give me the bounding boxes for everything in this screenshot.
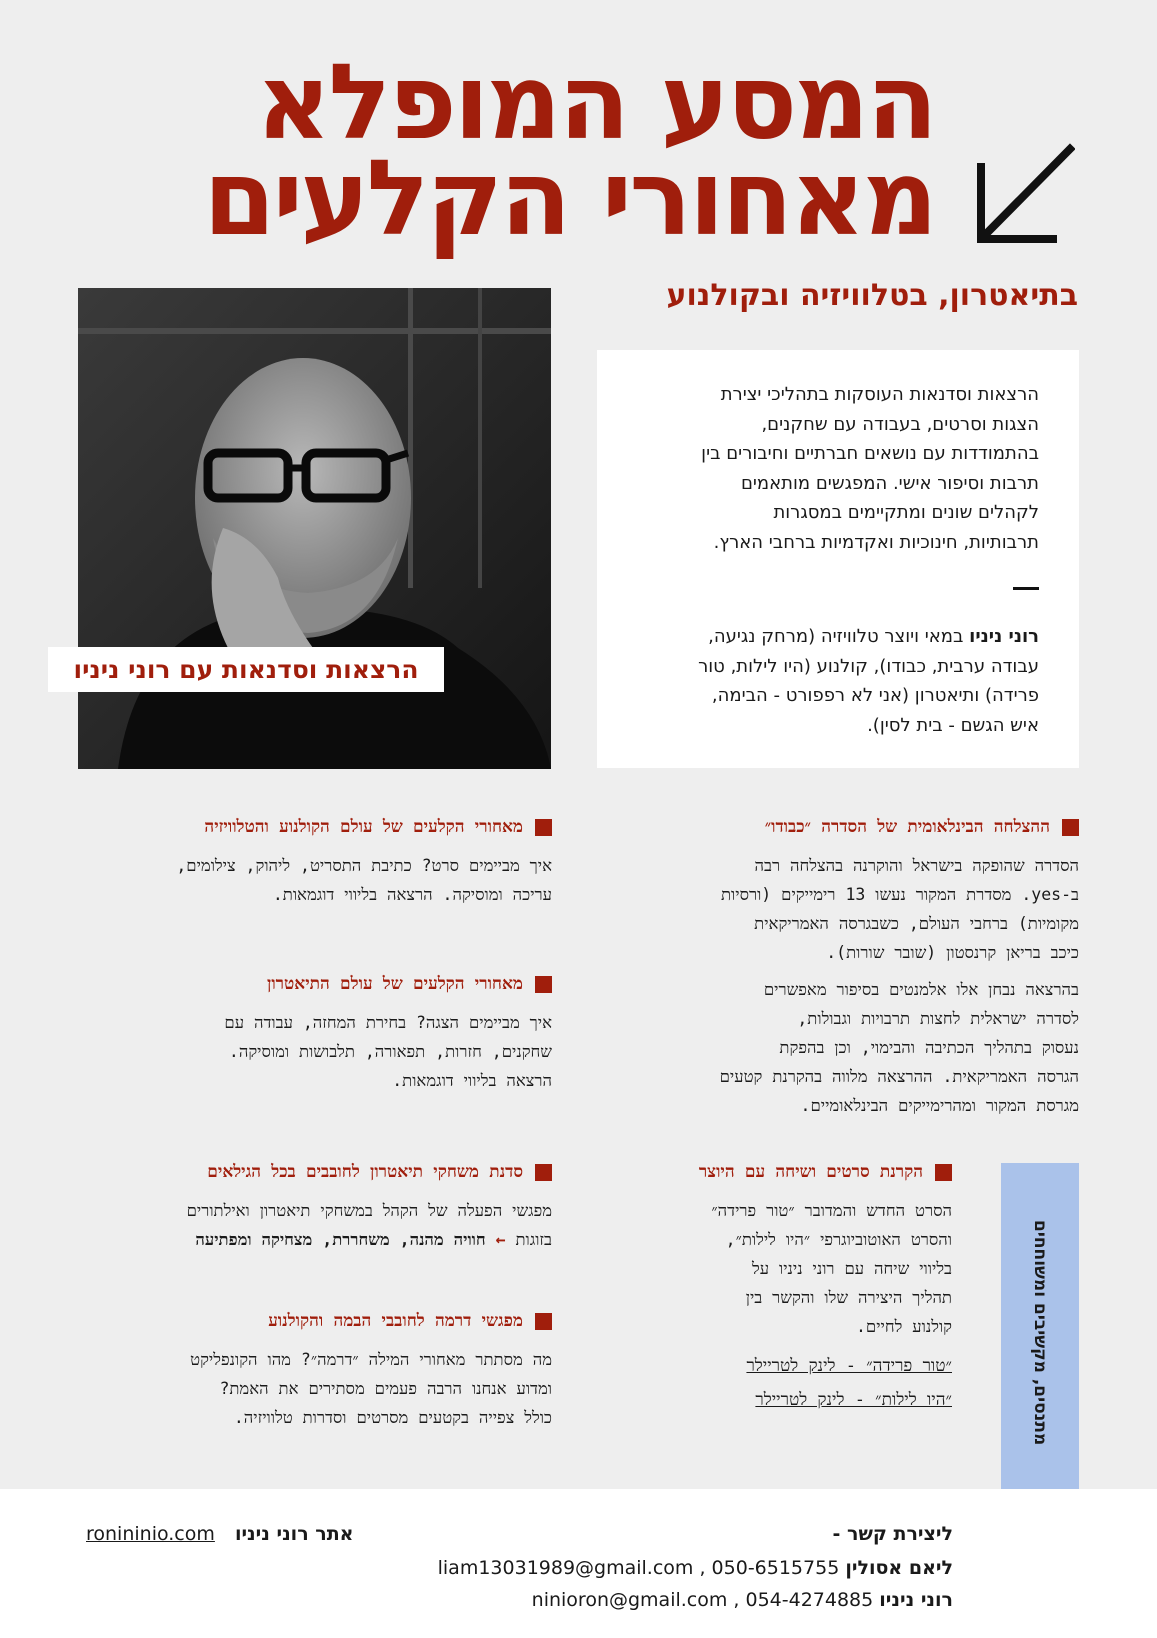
trailer-link-hayu-leylot[interactable]: ״היו לילות״ - לינק לטריילר: [755, 1390, 952, 1410]
section-body: מה מסתתר מאחורי המילה ״דרמה״? מהו הקונפליקט ומדוע אנחנו הרבה פעמים מסתירים את האמת? כולל צפייה בקטעים מסרטים וסדרות טלוויזיה.: [190, 1350, 552, 1427]
bullet-square-icon: [535, 1313, 552, 1330]
arrow-left-icon: ←: [495, 1230, 506, 1249]
section-theatre: [52, 972, 552, 1095]
intro-line: תרבותיות, חינוכיות ואקדמיות ברחבי הארץ.: [713, 531, 1039, 553]
section-workshop: [52, 1160, 552, 1254]
section-heading: מפגשי דרמה לחובבי הבמה והקולנוע: [52, 1309, 552, 1333]
contact-label: ליצירת קשר -: [832, 1523, 953, 1545]
bullet-square-icon: [535, 819, 552, 836]
portrait-illustration: [78, 288, 551, 769]
section-film-tv: [52, 815, 552, 909]
contact-details[interactable]: ninioron@gmail.com , 054-4274885: [531, 1589, 874, 1611]
site-label: אתר רוני ניניו: [234, 1523, 354, 1545]
section-body: הסדרה שהופקה בישראל והוקרנה בהצלחה רבה ב-yes. מסדרת המקור נעשו 13 רימייקים (ורסיות מקומיות) ברחבי העולם, כשבגרסה האמריקאית כיכב בריאן קרנסטון (שובר שורות). בהרצאה נבחן אלו אלמנטים בסיפור מאפשרים לסדרה ישראלית לחצות תרבויות וגבולות, נעסוק בתהליך הכתיבה והבימוי, וכן בהפקת הגרסה האמריקאית. ההרצאה מלווה בהקרנת קטעים מגרסת המקור ומהרימייקים הבינלאומיים.: [719, 856, 1079, 1115]
title-line-1: המסע המופלא: [255, 41, 935, 163]
section-heading: הקרנת סרטים ושיחה עם היוצר: [592, 1160, 952, 1184]
section-body: הסרט החדש והמדובר ״טור פרידה״ והסרט האוטוביוגרפי ״היו לילות״, בליווי שיחה עם רוני ניניו על תהליך היצירה שלו והקשר בין קולנוע לחיים.: [711, 1201, 952, 1336]
contact-details[interactable]: liam13031989@gmail.com , 050-6515755: [437, 1557, 840, 1579]
trailer-link-tour-prida[interactable]: ״טור פרידה״ - לינק לטריילר: [746, 1356, 952, 1376]
bio-line: פרידה) ותיאטרון (אני לא רפפורט - הבימה,: [711, 685, 1039, 706]
footer: [0, 1489, 1157, 1638]
section-heading: סדנת משחקי תיאטרון לחובבים בכל הגילאים: [52, 1160, 552, 1184]
page-subtitle: בתיאטרון, בטלוויזיה ובקולנוע: [666, 278, 1078, 313]
contact-name: ליאם אסולין: [845, 1557, 953, 1579]
bio-line: במאי ויוצר טלוויזיה (מרחק נגיעה,: [708, 626, 970, 647]
intro-line: הרצאות וסדנאות העוסקות בתהליכי יצירת: [720, 384, 1039, 405]
intro-line: בהתמודדות עם נושאים חברתיים וחיבורים בין: [701, 443, 1039, 464]
intro-paragraph: [644, 380, 1039, 557]
section-screening: [592, 1160, 952, 1415]
photo-caption: הרצאות וסדנאות עם רוני ניניו: [48, 647, 444, 692]
bullet-square-icon: [1062, 819, 1079, 836]
side-tab: [1001, 1163, 1079, 1502]
side-tab-label: מתנסים, מקשיבים ומשוחחים: [1030, 1219, 1050, 1446]
section-drama: [52, 1309, 552, 1432]
bullet-square-icon: [535, 976, 552, 993]
bio-line: עבודה ערבית, כבודו), קולנוע (היו לילות, טור: [698, 655, 1039, 677]
site-block: [86, 1519, 354, 1549]
bio-name: רוני ניניו: [969, 626, 1039, 647]
bullet-square-icon: [535, 1164, 552, 1181]
title-line-2: מאחורי הקלעים: [203, 137, 935, 259]
intro-line: לקהלים שונים ומתקיימים במסגרות: [773, 502, 1039, 523]
section-heading: מאחורי הקלעים של עולם התיאטרון: [52, 972, 552, 996]
intro-line: תרבות וסיפור אישי. המפגשים מותאמים: [740, 472, 1039, 494]
contact-name: רוני ניניו: [879, 1589, 953, 1611]
page-title: [55, 41, 935, 259]
intro-box: [597, 350, 1079, 768]
arrow-down-left-icon: [975, 143, 1075, 246]
section-body: מפגשי הפעלה של הקהל במשחקי תיאטרון ואילתורים בזוגות ← חוויה מהנה, משחררת, מצחיקה ומפתיעה: [186, 1201, 552, 1249]
contact-block: [438, 1519, 953, 1615]
section-kvodo: [599, 815, 1079, 1120]
bullet-square-icon: [935, 1164, 952, 1181]
section-body: איך מביימים סרט? כתיבת התסריט, ליהוק, צילומים, עריכה ומוסיקה. הרצאה בליווי דוגמאות.: [176, 856, 552, 904]
section-body: איך מביימים הצגה? בחירת המחזה, עבודה עם שחקנים, חזרות, תפאורה, תלבושות ומוסיקה. הרצאה בליווי דוגמאות.: [224, 1013, 552, 1090]
bio-paragraph: [644, 622, 1039, 740]
portrait-photo: [78, 288, 551, 769]
bio-line: איש הגשם - בית לסין).: [867, 714, 1039, 736]
site-link[interactable]: ronininio.com: [86, 1523, 215, 1545]
section-heading: ההצלחה הבינלאומית של הסדרה ״כבודו״: [599, 815, 1079, 839]
intro-line: הצגות וסרטים, בעבודה עם שחקנים,: [761, 413, 1039, 435]
divider-dash: [1013, 587, 1039, 590]
section-heading: מאחורי הקלעים של עולם הקולנוע והטלוויזיה: [52, 815, 552, 839]
